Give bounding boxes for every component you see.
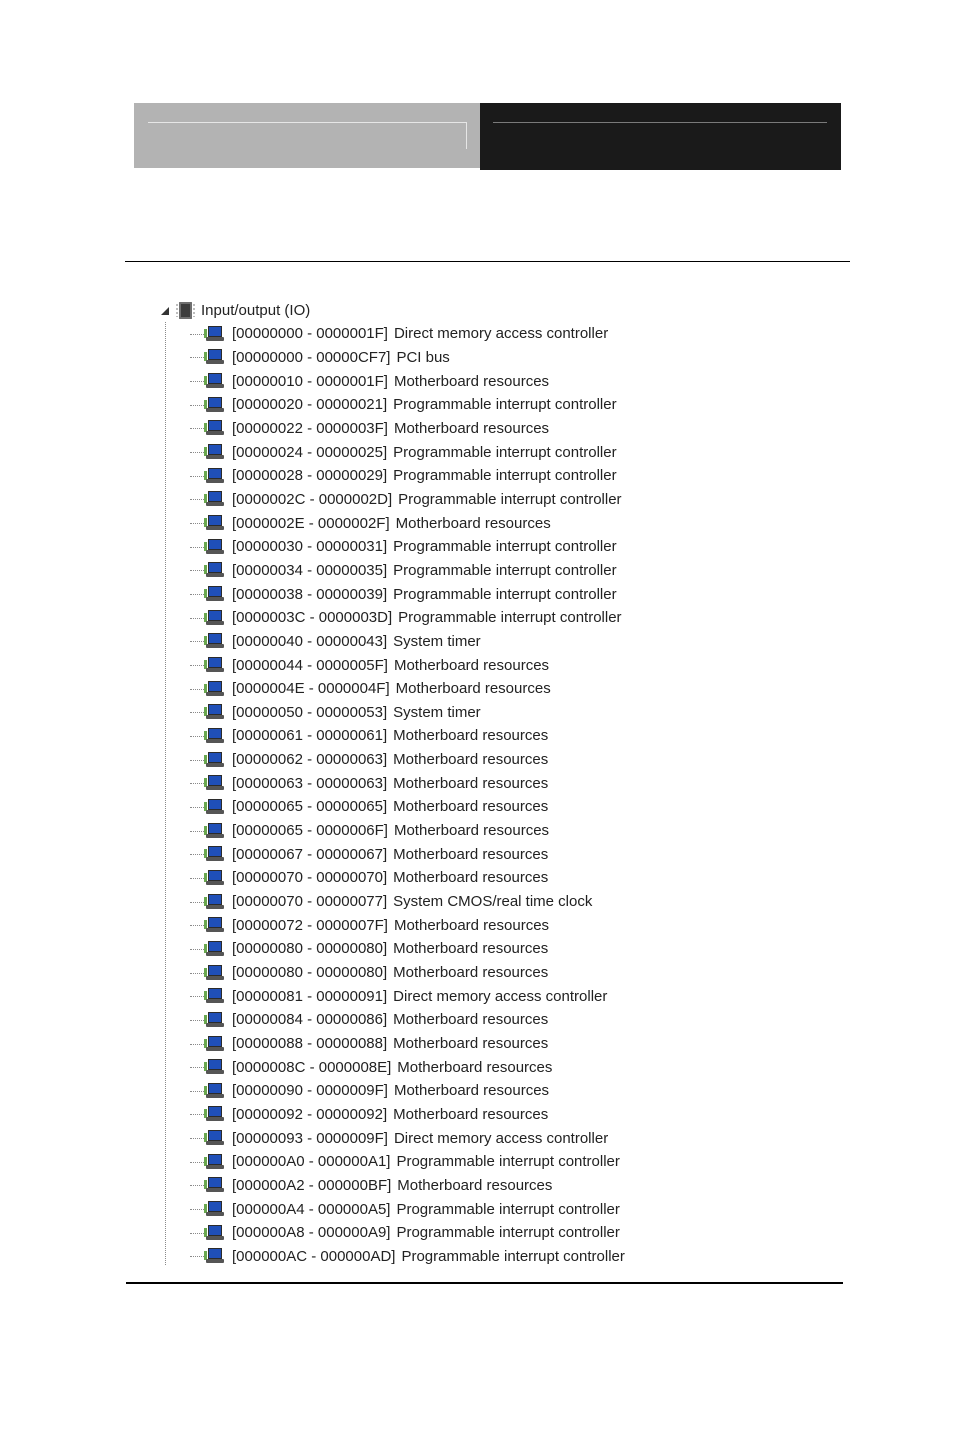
header-band-left bbox=[134, 103, 480, 168]
device-monitor-icon bbox=[204, 1012, 224, 1028]
tree-item[interactable] bbox=[150, 1174, 750, 1198]
device-name: System timer bbox=[393, 632, 481, 650]
tree-item-label bbox=[232, 964, 548, 981]
device-name: Programmable interrupt controller bbox=[398, 609, 622, 627]
tree-item[interactable] bbox=[150, 1245, 750, 1265]
io-range: [00000088 - 00000088] bbox=[232, 1035, 388, 1053]
io-range: [00000000 - 0000001F] bbox=[232, 325, 388, 343]
tree-item[interactable] bbox=[150, 1008, 750, 1032]
device-monitor-icon bbox=[204, 728, 224, 744]
device-monitor-icon bbox=[204, 1059, 224, 1075]
device-monitor-icon bbox=[204, 1154, 224, 1170]
device-name: Motherboard resources bbox=[395, 680, 551, 698]
device-name: System CMOS/real time clock bbox=[393, 893, 593, 911]
tree-item-label bbox=[232, 562, 617, 579]
io-range: [00000010 - 0000001F] bbox=[232, 372, 388, 390]
tree-item[interactable] bbox=[150, 488, 750, 512]
tree-item[interactable] bbox=[150, 1126, 750, 1150]
device-monitor-icon bbox=[204, 610, 224, 626]
tree-item[interactable] bbox=[150, 866, 750, 890]
device-monitor-icon bbox=[204, 1036, 224, 1052]
tree-item-label bbox=[232, 1130, 608, 1147]
tree-item[interactable] bbox=[150, 701, 750, 725]
tree-item-label bbox=[232, 1011, 548, 1028]
device-name: Motherboard resources bbox=[393, 869, 549, 887]
io-range: [00000084 - 00000086] bbox=[232, 1011, 388, 1029]
device-monitor-icon bbox=[204, 1083, 224, 1099]
tree-item-label bbox=[232, 775, 548, 792]
tree-item-label bbox=[232, 751, 548, 768]
io-range: [0000002E - 0000002F] bbox=[232, 514, 390, 532]
tree-item[interactable] bbox=[150, 961, 750, 985]
tree-item-label bbox=[232, 633, 481, 650]
tree-item[interactable] bbox=[150, 393, 750, 417]
device-monitor-icon bbox=[204, 539, 224, 555]
device-name: Programmable interrupt controller bbox=[393, 538, 617, 556]
device-monitor-icon bbox=[204, 444, 224, 460]
tree-item-label bbox=[232, 325, 608, 342]
device-monitor-icon bbox=[204, 420, 224, 436]
io-range: [00000081 - 00000091] bbox=[232, 987, 388, 1005]
io-range: [00000070 - 00000077] bbox=[232, 893, 388, 911]
tree-item-label bbox=[232, 491, 622, 508]
tree-item-label bbox=[232, 1248, 625, 1265]
header-band-right-line bbox=[493, 122, 827, 123]
device-name: Motherboard resources bbox=[393, 1082, 550, 1100]
io-range: [000000A2 - 000000BF] bbox=[232, 1176, 392, 1194]
tree-item[interactable] bbox=[150, 771, 750, 795]
device-monitor-icon bbox=[204, 894, 224, 910]
io-range: [00000093 - 0000009F] bbox=[232, 1129, 388, 1147]
device-monitor-icon bbox=[204, 562, 224, 578]
device-name: Motherboard resources bbox=[393, 1011, 549, 1029]
io-range: [0000004E - 0000004F] bbox=[232, 680, 390, 698]
device-monitor-icon bbox=[204, 681, 224, 697]
device-monitor-icon bbox=[204, 491, 224, 507]
tree-item[interactable] bbox=[150, 535, 750, 559]
device-monitor-icon bbox=[204, 846, 224, 862]
tree-node-label: Input/output (IO) bbox=[201, 301, 311, 319]
tree-item-label bbox=[232, 586, 617, 603]
tree-item[interactable] bbox=[150, 1079, 750, 1103]
device-monitor-icon bbox=[204, 373, 224, 389]
io-range: [000000AC - 000000AD] bbox=[232, 1247, 396, 1265]
tree-item-label bbox=[232, 515, 551, 532]
device-name: PCI bus bbox=[396, 348, 450, 366]
tree-item-label bbox=[232, 1153, 620, 1170]
device-name: Motherboard resources bbox=[393, 1105, 549, 1123]
tree-item[interactable] bbox=[150, 913, 750, 937]
tree-item-label bbox=[232, 1201, 620, 1218]
io-range: [0000002C - 0000002D] bbox=[232, 490, 393, 508]
io-range: [000000A8 - 000000A9] bbox=[232, 1224, 391, 1242]
device-monitor-icon bbox=[204, 917, 224, 933]
tree-item[interactable] bbox=[150, 724, 750, 748]
io-range: [00000070 - 00000070] bbox=[232, 869, 388, 887]
device-name: Direct memory access controller bbox=[393, 1129, 609, 1147]
tree-item[interactable] bbox=[150, 1032, 750, 1056]
io-range: [00000044 - 0000005F] bbox=[232, 656, 388, 674]
io-range: [00000020 - 00000021] bbox=[232, 396, 388, 414]
io-range: [0000008C - 0000008E] bbox=[232, 1058, 392, 1076]
tree-item[interactable] bbox=[150, 653, 750, 677]
tree-item[interactable] bbox=[150, 511, 750, 535]
device-monitor-icon bbox=[204, 349, 224, 365]
io-range: [00000067 - 00000067] bbox=[232, 845, 388, 863]
tree-item-label bbox=[232, 1082, 549, 1099]
tree-item-label bbox=[232, 940, 548, 957]
tree-item[interactable] bbox=[150, 322, 750, 346]
device-name: Programmable interrupt controller bbox=[393, 585, 617, 603]
device-name: Motherboard resources bbox=[393, 419, 550, 437]
tree-item-label bbox=[232, 373, 549, 390]
device-monitor-icon bbox=[204, 752, 224, 768]
tree-item-label bbox=[232, 988, 607, 1005]
tree-item-label bbox=[232, 798, 548, 815]
io-range: [00000034 - 00000035] bbox=[232, 561, 388, 579]
device-monitor-icon bbox=[204, 397, 224, 413]
tree-children bbox=[150, 322, 750, 1265]
tree-item[interactable] bbox=[150, 1055, 750, 1079]
tree-item[interactable] bbox=[150, 417, 750, 441]
io-range: [00000028 - 00000029] bbox=[232, 467, 388, 485]
tree-item[interactable] bbox=[150, 1197, 750, 1221]
tree-item[interactable] bbox=[150, 346, 750, 370]
tree-item[interactable] bbox=[150, 937, 750, 961]
tree-item-label bbox=[232, 609, 622, 626]
tree-item[interactable] bbox=[150, 819, 750, 843]
tree-node-input-output[interactable] bbox=[150, 298, 310, 322]
io-range: [00000092 - 00000092] bbox=[232, 1105, 388, 1123]
bottom-rule bbox=[126, 1282, 843, 1284]
io-range: [00000062 - 00000063] bbox=[232, 751, 388, 769]
tree-item[interactable] bbox=[150, 748, 750, 772]
tree-item[interactable] bbox=[150, 559, 750, 583]
tree-item-label bbox=[232, 657, 549, 674]
io-range: [00000030 - 00000031] bbox=[232, 538, 388, 556]
device-name: Motherboard resources bbox=[393, 656, 550, 674]
device-monitor-icon bbox=[204, 775, 224, 791]
io-range: [00000050 - 00000053] bbox=[232, 703, 388, 721]
device-tree bbox=[150, 298, 750, 1265]
device-monitor-icon bbox=[204, 633, 224, 649]
tree-item-label bbox=[232, 396, 617, 413]
device-name: Programmable interrupt controller bbox=[396, 1200, 620, 1218]
io-range: [000000A0 - 000000A1] bbox=[232, 1153, 391, 1171]
tree-item[interactable] bbox=[150, 464, 750, 488]
tree-item[interactable] bbox=[150, 369, 750, 393]
tree-item[interactable] bbox=[150, 606, 750, 630]
device-name: Motherboard resources bbox=[393, 372, 550, 390]
device-name: Motherboard resources bbox=[393, 822, 550, 840]
device-monitor-icon bbox=[204, 988, 224, 1004]
io-range: [00000040 - 00000043] bbox=[232, 632, 388, 650]
device-monitor-icon bbox=[204, 326, 224, 342]
tree-item-label bbox=[232, 893, 592, 910]
io-range: [00000000 - 00000CF7] bbox=[232, 348, 391, 366]
device-name: System timer bbox=[393, 703, 481, 721]
device-name: Motherboard resources bbox=[393, 727, 549, 745]
io-chip-icon bbox=[179, 302, 192, 319]
io-range: [00000080 - 00000080] bbox=[232, 964, 388, 982]
device-name: Motherboard resources bbox=[393, 964, 549, 982]
tree-item-label bbox=[232, 704, 481, 721]
tree-item-label bbox=[232, 1059, 552, 1076]
io-range: [00000090 - 0000009F] bbox=[232, 1082, 388, 1100]
header-band-left-line bbox=[148, 122, 467, 149]
io-range: [000000A4 - 000000A5] bbox=[232, 1200, 391, 1218]
expand-arrow-icon[interactable] bbox=[161, 307, 169, 315]
device-name: Motherboard resources bbox=[393, 751, 549, 769]
device-name: Motherboard resources bbox=[397, 1176, 553, 1194]
io-range: [0000003C - 0000003D] bbox=[232, 609, 393, 627]
device-name: Motherboard resources bbox=[393, 798, 549, 816]
device-name: Motherboard resources bbox=[393, 916, 550, 934]
device-name: Programmable interrupt controller bbox=[401, 1247, 625, 1265]
device-name: Programmable interrupt controller bbox=[396, 1153, 620, 1171]
tree-item[interactable] bbox=[150, 582, 750, 606]
tree-item[interactable] bbox=[150, 1150, 750, 1174]
device-monitor-icon bbox=[204, 941, 224, 957]
device-monitor-icon bbox=[204, 1177, 224, 1193]
tree-item[interactable] bbox=[150, 630, 750, 654]
device-monitor-icon bbox=[204, 704, 224, 720]
device-monitor-icon bbox=[204, 965, 224, 981]
device-monitor-icon bbox=[204, 1201, 224, 1217]
tree-item[interactable] bbox=[150, 842, 750, 866]
tree-item[interactable] bbox=[150, 984, 750, 1008]
device-monitor-icon bbox=[204, 586, 224, 602]
io-range: [00000061 - 00000061] bbox=[232, 727, 388, 745]
io-range: [00000022 - 0000003F] bbox=[232, 419, 388, 437]
device-monitor-icon bbox=[204, 468, 224, 484]
tree-item[interactable] bbox=[150, 440, 750, 464]
device-name: Motherboard resources bbox=[393, 774, 549, 792]
tree-item-label bbox=[232, 917, 549, 934]
device-monitor-icon bbox=[204, 823, 224, 839]
top-rule bbox=[125, 261, 850, 262]
tree-item-label bbox=[232, 846, 548, 863]
device-name: Motherboard resources bbox=[397, 1058, 553, 1076]
device-name: Programmable interrupt controller bbox=[393, 443, 617, 461]
header-band-right bbox=[480, 103, 841, 170]
tree-item[interactable] bbox=[150, 795, 750, 819]
device-name: Programmable interrupt controller bbox=[393, 396, 617, 414]
tree-item-label bbox=[232, 727, 548, 744]
device-name: Programmable interrupt controller bbox=[398, 490, 622, 508]
io-range: [00000065 - 00000065] bbox=[232, 798, 388, 816]
device-monitor-icon bbox=[204, 1106, 224, 1122]
device-monitor-icon bbox=[204, 657, 224, 673]
device-monitor-icon bbox=[204, 515, 224, 531]
device-name: Direct memory access controller bbox=[393, 325, 609, 343]
device-monitor-icon bbox=[204, 1248, 224, 1264]
tree-item-label bbox=[232, 1224, 620, 1241]
device-name: Direct memory access controller bbox=[393, 987, 608, 1005]
io-range: [00000024 - 00000025] bbox=[232, 443, 388, 461]
tree-item-label bbox=[232, 822, 549, 839]
device-name: Programmable interrupt controller bbox=[396, 1224, 620, 1242]
tree-item[interactable] bbox=[150, 890, 750, 914]
tree-item[interactable] bbox=[150, 1221, 750, 1245]
io-range: [00000065 - 0000006F] bbox=[232, 822, 388, 840]
tree-item[interactable] bbox=[150, 1103, 750, 1127]
device-monitor-icon bbox=[204, 799, 224, 815]
tree-item-label bbox=[232, 538, 617, 555]
io-range: [00000063 - 00000063] bbox=[232, 774, 388, 792]
io-range: [00000080 - 00000080] bbox=[232, 940, 388, 958]
tree-item-label bbox=[232, 1106, 548, 1123]
io-range: [00000072 - 0000007F] bbox=[232, 916, 388, 934]
tree-item-label bbox=[232, 349, 450, 366]
tree-item[interactable] bbox=[150, 677, 750, 701]
device-name: Programmable interrupt controller bbox=[393, 467, 617, 485]
device-monitor-icon bbox=[204, 1130, 224, 1146]
device-monitor-icon bbox=[204, 1225, 224, 1241]
tree-item-label bbox=[232, 420, 549, 437]
tree-item-label bbox=[232, 467, 617, 484]
io-range: [00000038 - 00000039] bbox=[232, 585, 388, 603]
device-name: Motherboard resources bbox=[393, 1035, 549, 1053]
device-name: Motherboard resources bbox=[393, 940, 549, 958]
device-name: Motherboard resources bbox=[393, 845, 549, 863]
tree-item-label bbox=[232, 444, 617, 461]
device-monitor-icon bbox=[204, 870, 224, 886]
device-name: Programmable interrupt controller bbox=[393, 561, 617, 579]
device-name: Motherboard resources bbox=[395, 514, 551, 532]
tree-item-label bbox=[232, 1035, 548, 1052]
tree-item-label bbox=[232, 1177, 552, 1194]
tree-item-label bbox=[232, 869, 548, 886]
tree-item-label bbox=[232, 680, 551, 697]
